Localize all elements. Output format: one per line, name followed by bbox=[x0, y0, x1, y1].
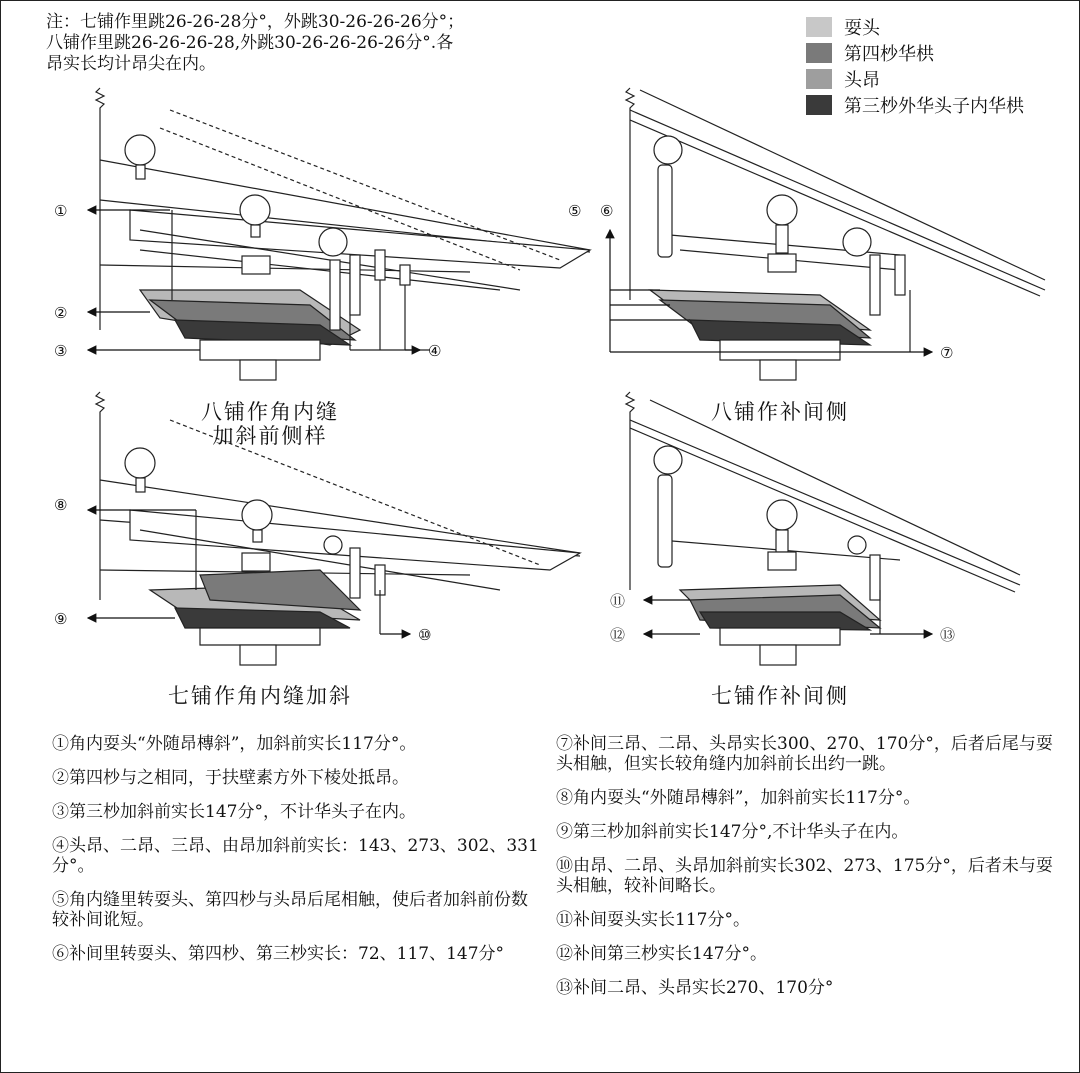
legend-label: 第四杪华栱 bbox=[844, 44, 934, 65]
legend-label: 第三杪外华头子内华栱 bbox=[844, 96, 1024, 117]
callout-5: ⑤ bbox=[568, 202, 582, 220]
caption-8puzuo-corner: 八铺作角内缝 加斜前侧样 bbox=[201, 400, 339, 448]
note-item-12: ⑫补间第三杪实长147分°。 bbox=[556, 944, 767, 964]
legend-label: 耍头 bbox=[844, 18, 880, 39]
callout-10: ⑩ bbox=[418, 626, 432, 644]
caption-7puzuo-intercolumn: 七铺作补间侧 bbox=[711, 684, 849, 708]
note-item-9: ⑨第三杪加斜前实长147分°,不计华头子在内。 bbox=[556, 822, 909, 842]
note-item-5: ⑤角内缝里转耍头、第四杪与头昂后尾相触，使后者加斜前份数较补间讹短。 bbox=[52, 890, 528, 930]
callout-13: ⑬ bbox=[940, 626, 956, 644]
header-note: 注：七铺作里跳26-26-28分°，外跳30-26-26-26分°； 八铺作里跳26-26-26-28,外跳30-26-26-26-26分°.各 昂实长均计昂尖在内。 bbox=[46, 12, 465, 74]
diagram-7puzuo-intercolumn bbox=[626, 392, 1020, 665]
callout-12: ⑫ bbox=[610, 626, 626, 644]
callout-1: ① bbox=[54, 202, 68, 220]
note-item-8: ⑧角内耍头“外随昂槫斜”，加斜前实长117分°。 bbox=[556, 788, 921, 808]
callout-3: ③ bbox=[54, 342, 68, 360]
callout-8: ⑧ bbox=[54, 496, 68, 514]
diagram-8puzuo-intercolumn bbox=[626, 88, 1045, 380]
callout-6: ⑥ bbox=[600, 202, 614, 220]
note-item-1: ①角内耍头“外随昂槫斜”，加斜前实长117分°。 bbox=[52, 734, 417, 754]
note-item-3: ③第三杪加斜前实长147分°，不计华头子在内。 bbox=[52, 802, 416, 822]
note-item-13: ⑬补间二昂、头昂实长270、170分° bbox=[556, 978, 834, 998]
callout-2: ② bbox=[54, 304, 68, 322]
caption-8puzuo-intercolumn: 八铺作补间侧 bbox=[711, 400, 849, 424]
notes-left bbox=[52, 734, 542, 978]
legend-label: 头昂 bbox=[844, 70, 880, 91]
note-item-7: ⑦补间三昂、二昂、头昂实长300、270、170分°，后者后尾与耍头相触，但实长较角缝内加斜前长出约一跳。 bbox=[556, 734, 1053, 774]
note-item-6: ⑥补间里转耍头、第四杪、第三杪实长：72、117、147分° bbox=[52, 944, 505, 964]
callout-4: ④ bbox=[428, 342, 442, 360]
caption-7puzuo-corner: 七铺作角内缝加斜 bbox=[168, 684, 352, 708]
notes-right bbox=[556, 734, 1056, 1012]
note-item-11: ⑪补间耍头实长117分°。 bbox=[556, 910, 750, 930]
note-item-4: ④头昂、二昂、三昂、由昂加斜前实长：143、273、302、331分°。 bbox=[52, 836, 539, 876]
diagram-8puzuo-corner bbox=[96, 88, 590, 380]
callout-11: ⑪ bbox=[610, 592, 626, 610]
note-item-2: ②第四杪与之相同，于扶壁素方外下棱处抵昂。 bbox=[52, 768, 409, 788]
note-item-10: ⑩由昂、二昂、头昂加斜前实长302、273、175分°，后者未与耍头相触，较补间略长。 bbox=[556, 856, 1053, 896]
callout-7: ⑦ bbox=[940, 344, 954, 362]
callout-9: ⑨ bbox=[54, 610, 68, 628]
